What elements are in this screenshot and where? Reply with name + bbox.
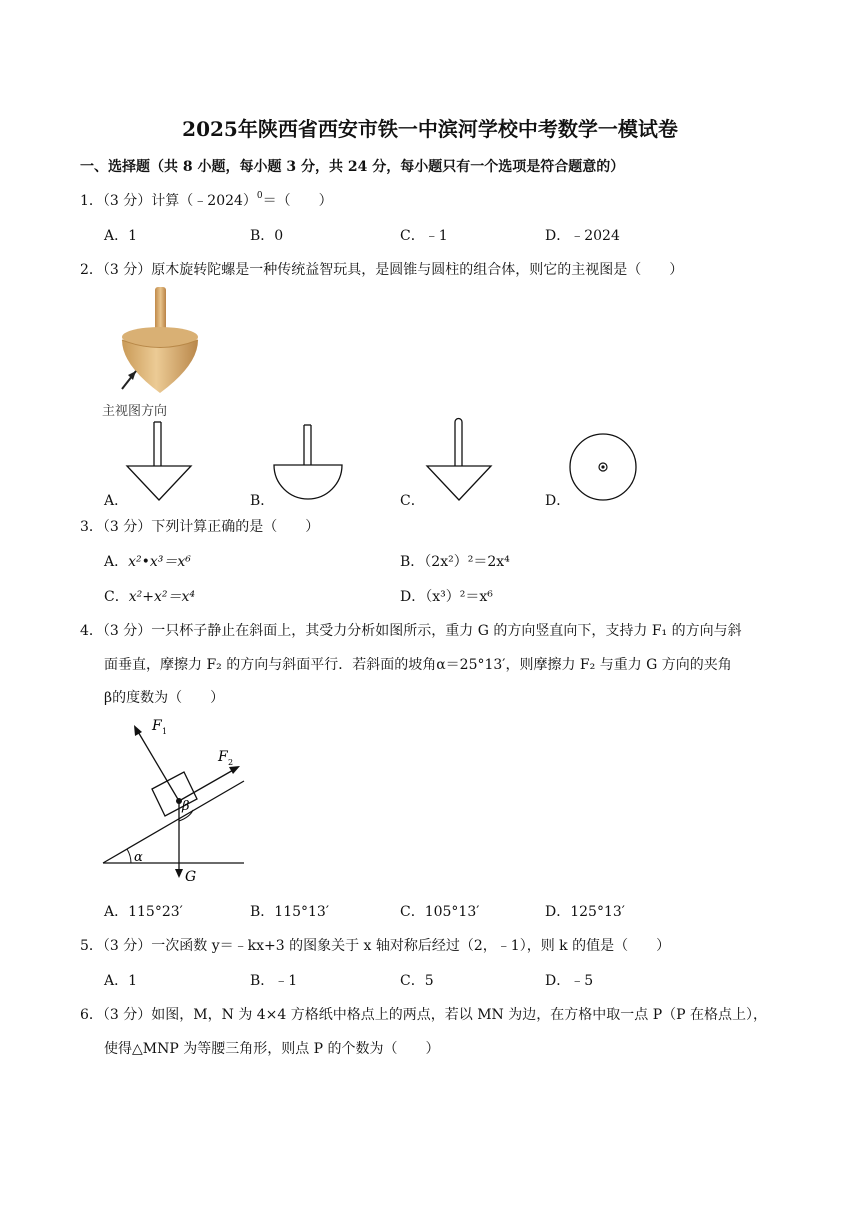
question-tail: ＝（ ）: [262, 193, 333, 209]
question-score: （3 分）: [102, 519, 152, 535]
option-a[interactable]: A．x²•x³＝x⁶: [104, 554, 191, 570]
question-score: （3 分）: [102, 262, 152, 278]
expression: （2x²）²＝2x⁴: [424, 554, 510, 570]
question-1: [80, 190, 333, 210]
question-score: （3 分）: [102, 623, 152, 639]
label-f1-sub: 1: [162, 727, 168, 736]
option-d-shape[interactable]: [569, 433, 639, 503]
question-2: [80, 259, 683, 279]
option-d[interactable]: D．﹣5: [545, 973, 594, 989]
label-g: G: [185, 869, 197, 885]
question-text: 一次函数 y＝﹣kx+3 的图象关于 x 轴对称后经过（2，﹣1），则 k 的值是（ ）: [151, 938, 671, 954]
question-score: （3 分）: [102, 1007, 152, 1023]
photo-caption: 主视图方向: [102, 403, 168, 418]
option-d[interactable]: D．125°13′: [545, 904, 625, 920]
force-diagram: [100, 715, 260, 885]
option-c[interactable]: C．x²+x²＝x⁴: [104, 589, 195, 605]
option-c[interactable]: C．105°13′: [400, 904, 480, 920]
option-b-label[interactable]: B．: [250, 493, 275, 509]
exponent: 0: [256, 191, 263, 202]
option-c[interactable]: C．5: [400, 973, 434, 989]
label-beta: β: [182, 799, 190, 814]
question-text: 原木旋转陀螺是一种传统益智玩具，是圆锥与圆柱的组合体，则它的主视图是（ ）: [151, 262, 684, 278]
question-text-line2: 使得△MNP 为等腰三角形，则点 P 的个数为（ ）: [104, 1041, 440, 1057]
page-title: 2025年陕西省西安市铁一中滨河学校中考数学一模试卷: [182, 117, 678, 141]
option-b-shape[interactable]: [273, 425, 345, 505]
question-text: 计算（﹣2024）: [151, 193, 257, 209]
question-5: [80, 935, 670, 955]
question-text-line1: 如图，M，N 为 4×4 方格纸中格点上的两点，若以 MN 为边，在方格中取一点 P（P 在格点上），: [151, 1007, 767, 1023]
question-text-line1: 一只杯子静止在斜面上，其受力分析如图所示，重力 G 的方向竖直向下，支持力 F₁ 的方向与斜: [151, 623, 742, 639]
question-number: 5．: [80, 938, 103, 954]
option-b[interactable]: B．﹣1: [250, 973, 298, 989]
question-number: 1．: [80, 193, 103, 209]
question-text: 下列计算正确的是（ ）: [151, 519, 320, 535]
option-a[interactable]: A．1: [104, 973, 138, 989]
option-d[interactable]: D．﹣2024: [545, 228, 620, 244]
option-b[interactable]: B．（2x²）²＝2x⁴: [400, 554, 510, 570]
option-c[interactable]: C．﹣1: [400, 228, 448, 244]
option-c-shape[interactable]: [425, 416, 495, 502]
question-score: （3 分）: [102, 938, 152, 954]
spinning-top-photo: [100, 285, 220, 415]
question-3: [80, 516, 319, 536]
option-a[interactable]: A．115°23′: [104, 904, 183, 920]
expression: x²+x²＝x⁴: [128, 589, 195, 605]
option-a-label[interactable]: A．: [104, 493, 129, 509]
expression: x²•x³＝x⁶: [128, 554, 191, 570]
option-b[interactable]: B．0: [250, 228, 284, 244]
option-a-shape[interactable]: [125, 422, 195, 502]
option-d-label[interactable]: D．: [545, 493, 571, 509]
option-b[interactable]: B．115°13′: [250, 904, 330, 920]
question-text-line2: 面垂直，摩擦力 F₂ 的方向与斜面平行．若斜面的坡角α＝25°13′，则摩擦力 F₂ 与重力 G 方向的夹角: [104, 657, 732, 673]
question-number: 4．: [80, 623, 103, 639]
option-a[interactable]: A．1: [104, 228, 138, 244]
question-number: 3．: [80, 519, 103, 535]
question-number: 2．: [80, 262, 103, 278]
option-d[interactable]: D．（x³）²＝x⁶: [400, 589, 493, 605]
option-c-label[interactable]: C．: [400, 493, 425, 509]
section-heading: 一、选择题（共 8 小题，每小题 3 分，共 24 分，每小题只有一个选项是符合题意的）: [80, 159, 625, 175]
question-number: 6．: [80, 1007, 103, 1023]
expression: （x³）²＝x⁶: [425, 589, 493, 605]
question-4: [80, 620, 742, 640]
question-score: （3 分）: [102, 193, 152, 209]
label-f2-sub: 2: [228, 758, 234, 767]
label-alpha: α: [134, 850, 143, 865]
label-f1: F: [152, 718, 162, 734]
question-text-line3: β的度数为（ ）: [104, 690, 225, 706]
label-f2: F: [218, 749, 228, 765]
question-6: [80, 1004, 767, 1024]
